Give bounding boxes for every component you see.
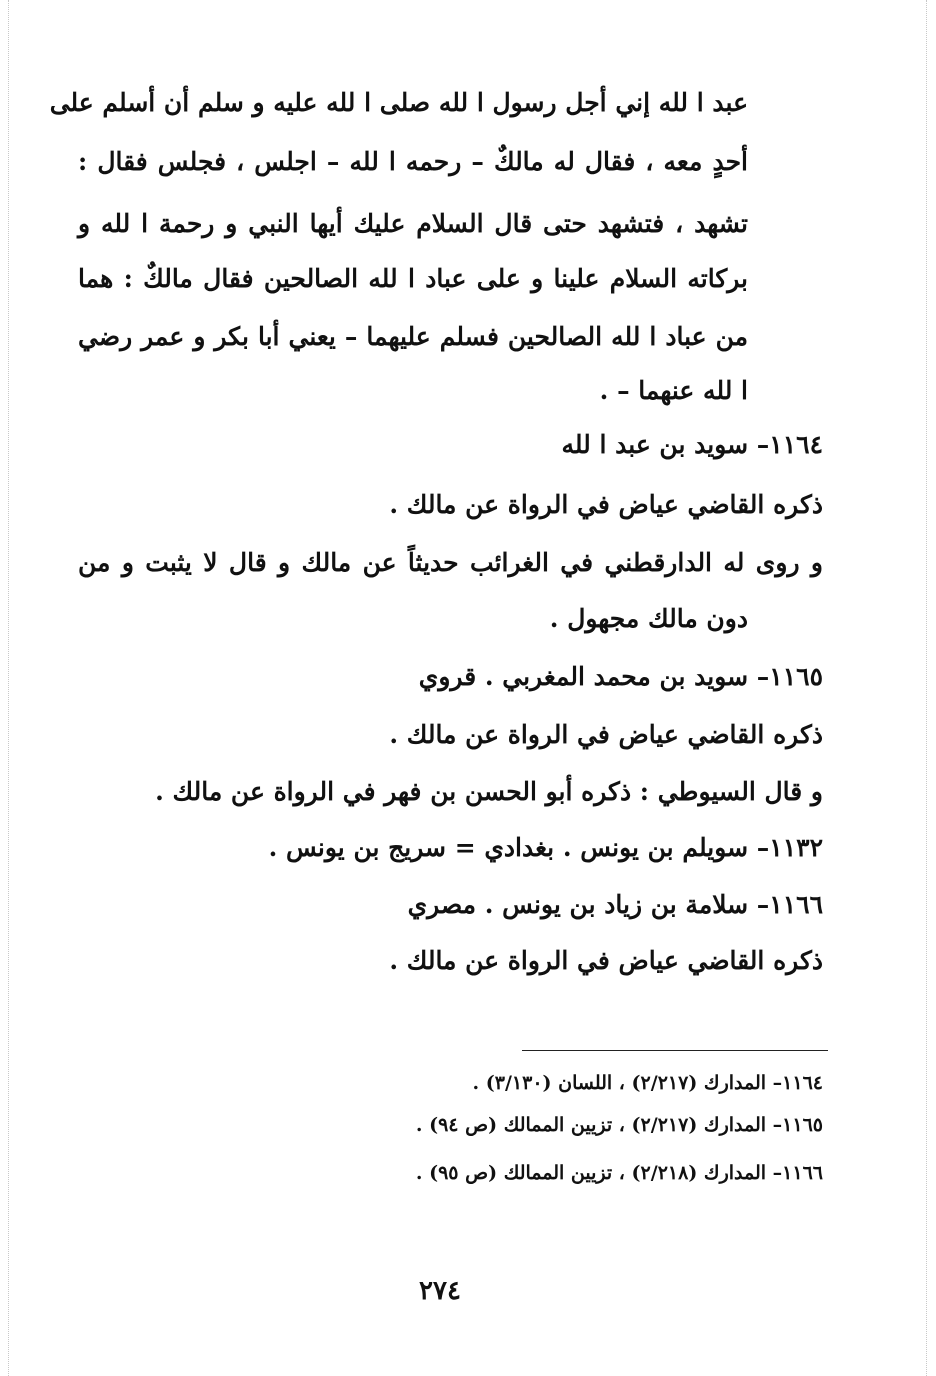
text-line: ذكره القاضي عياض في الرواة عن مالك .	[389, 946, 823, 975]
entry-heading-1165: ١١٦٥– سويد بن محمد المغربي . قروي	[418, 662, 823, 691]
entry-heading-1132: ١١٣٢– سويلم بن يونس . بغدادي = سريج بن يونس .	[268, 833, 823, 862]
footnote-separator	[522, 1050, 828, 1051]
text-line: ذكره القاضي عياض في الرواة عن مالك .	[389, 490, 823, 519]
footnote: ١١٦٦– المدارك (٢/٢١٨) ، تزيين الممالك (ص ٩٥) .	[415, 1162, 823, 1184]
footnote: ١١٦٥– المدارك (٢/٢١٧) ، تزيين الممالك (ص ٩٤) .	[415, 1114, 823, 1136]
text-line: تشهد ، فتشهد حتى قال السلام عليك أيها النبي و رحمة ا لله و	[78, 209, 748, 238]
text-line: دون مالك مجهول .	[549, 604, 748, 633]
text-line: ا لله عنهما – .	[599, 376, 748, 405]
scan-edge-right	[926, 0, 927, 1376]
page-number: ٢٧٤	[419, 1276, 461, 1306]
text-line: أحدٍ معه ، فقال له مالكٌ – رحمه ا لله – اجلس ، فجلس فقال :	[78, 147, 748, 176]
text-line: و روى له الدارقطني في الغرائب حديثاً عن مالك و قال لا يثبت و من	[78, 548, 823, 577]
scan-edge-left	[8, 0, 9, 1376]
text-line: ذكره القاضي عياض في الرواة عن مالك .	[389, 720, 823, 749]
text-line: عبد ا لله إني أجل رسول ا لله صلى ا لله عليه و سلم أن أسلم على	[49, 88, 748, 117]
text-line: بركاته السلام علينا و على عباد ا لله الصالحين فقال مالكٌ : هما	[78, 264, 748, 293]
entry-heading-1166: ١١٦٦– سلامة بن زياد بن يونس . مصري	[407, 890, 823, 919]
entry-heading-1164: ١١٦٤– سويد بن عبد ا لله	[561, 430, 823, 459]
text-line: و قال السيوطي : ذكره أبو الحسن بن فهر في الرواة عن مالك .	[155, 777, 823, 806]
footnote: ١١٦٤– المدارك (٢/٢١٧) ، اللسان (٣/١٣٠) .	[472, 1072, 823, 1094]
text-line: من عباد ا لله الصالحين فسلم عليهما – يعني أبا بكر و عمر رضي	[78, 322, 748, 351]
